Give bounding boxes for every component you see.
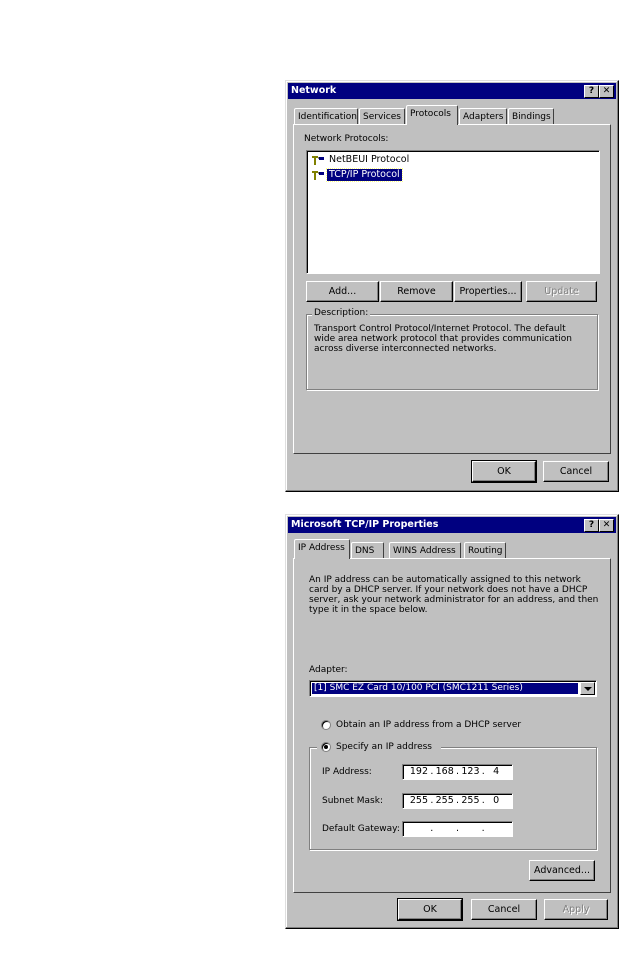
tab-services[interactable]: Services <box>359 108 405 125</box>
tab-adapters[interactable]: Adapters <box>459 108 507 125</box>
mask-octet: 0 <box>493 795 500 806</box>
network-dialog <box>285 80 619 492</box>
network-title-bar[interactable] <box>288 83 616 99</box>
network-protocol-icon <box>311 170 325 181</box>
properties-button[interactable]: Properties... <box>454 281 522 302</box>
help-button[interactable]: ? <box>584 519 599 532</box>
list-item[interactable] <box>311 154 411 166</box>
list-item[interactable] <box>311 169 402 181</box>
mask-octet: 255 <box>435 795 454 806</box>
specify-ip-radio[interactable] <box>321 742 331 752</box>
description-label: Description: <box>314 308 369 318</box>
mask-octet: 255 <box>409 795 429 806</box>
obtain-dhcp-radio[interactable] <box>321 720 331 730</box>
apply-button[interactable]: Apply <box>544 899 608 920</box>
ip-address-field[interactable]: 192 . 168 . 123 . 4 <box>402 764 513 780</box>
tcpip-properties-dialog <box>285 514 619 929</box>
subnet-mask-label: Subnet Mask: <box>322 796 383 806</box>
chevron-down-icon[interactable] <box>580 682 595 695</box>
tcpip-dialog-title: Microsoft TCP/IP Properties <box>291 519 439 530</box>
tab-bindings[interactable]: Bindings <box>508 108 554 125</box>
adapter-dropdown[interactable] <box>309 680 597 697</box>
description-text: Transport Control Protocol/Internet Protocol. The default wide area network protocol that provides communication across diverse interconnected networks. <box>314 324 572 354</box>
protocol-name: NetBEUI Protocol <box>329 154 410 165</box>
advanced-button[interactable]: Advanced... <box>529 860 595 881</box>
default-gateway-field[interactable]: . . . <box>402 821 513 837</box>
ok-button[interactable]: OK <box>398 899 462 920</box>
gateway-octet <box>436 822 454 836</box>
tcpip-title-bar[interactable] <box>288 517 616 533</box>
close-button[interactable]: ✕ <box>599 519 614 532</box>
help-button[interactable]: ? <box>584 85 599 98</box>
protocol-name: TCP/IP Protocol <box>329 169 400 180</box>
gateway-octet <box>410 822 428 836</box>
remove-button[interactable]: Remove <box>380 281 453 302</box>
network-dialog-title: Network <box>291 85 337 96</box>
network-protocol-icon <box>311 155 325 166</box>
tab-routing[interactable]: Routing <box>464 542 506 559</box>
intro-text: An IP address can be automatically assigned to this network card by a DHCP server. If your network does not have a DHCP server, ask your network administrator for an address, and then type it in the space below. <box>309 575 599 615</box>
cancel-button[interactable]: Cancel <box>471 899 537 920</box>
adapter-label: Adapter: <box>309 665 348 675</box>
ip-octet: 4 <box>493 766 500 777</box>
ok-button[interactable]: OK <box>472 461 536 482</box>
tab-dns[interactable]: DNS <box>351 542 384 559</box>
protocols-listbox[interactable] <box>306 150 600 274</box>
tab-wins-address[interactable]: WINS Address <box>389 542 461 559</box>
default-gateway-label: Default Gateway: <box>322 824 400 834</box>
tab-protocols[interactable]: Protocols <box>406 105 458 125</box>
update-button[interactable]: Update <box>526 281 597 302</box>
ip-octet: 123 <box>461 766 480 777</box>
specify-ip-label[interactable]: Specify an IP address <box>336 742 432 752</box>
ip-octet: 192 <box>409 766 429 777</box>
close-button[interactable]: ✕ <box>599 85 614 98</box>
mask-octet: 255 <box>461 795 480 806</box>
ip-octet: 168 <box>435 766 454 777</box>
ip-address-label: IP Address: <box>322 767 372 777</box>
gateway-octet <box>461 822 479 836</box>
add-button[interactable]: Add... <box>306 281 379 302</box>
subnet-mask-field[interactable]: 255 . 255 . 255 . 0 <box>402 793 513 809</box>
obtain-dhcp-label[interactable]: Obtain an IP address from a DHCP server <box>336 720 522 730</box>
network-protocols-label: Network Protocols: <box>304 134 389 144</box>
tab-ip-address[interactable]: IP Address <box>294 539 350 559</box>
adapter-selected-value: [1] SMC EZ Card 10/100 PCI (SMC1211 Series) <box>312 683 578 694</box>
tab-identification[interactable]: Identification <box>294 108 358 125</box>
gateway-octet <box>487 822 505 836</box>
cancel-button[interactable]: Cancel <box>543 461 609 482</box>
